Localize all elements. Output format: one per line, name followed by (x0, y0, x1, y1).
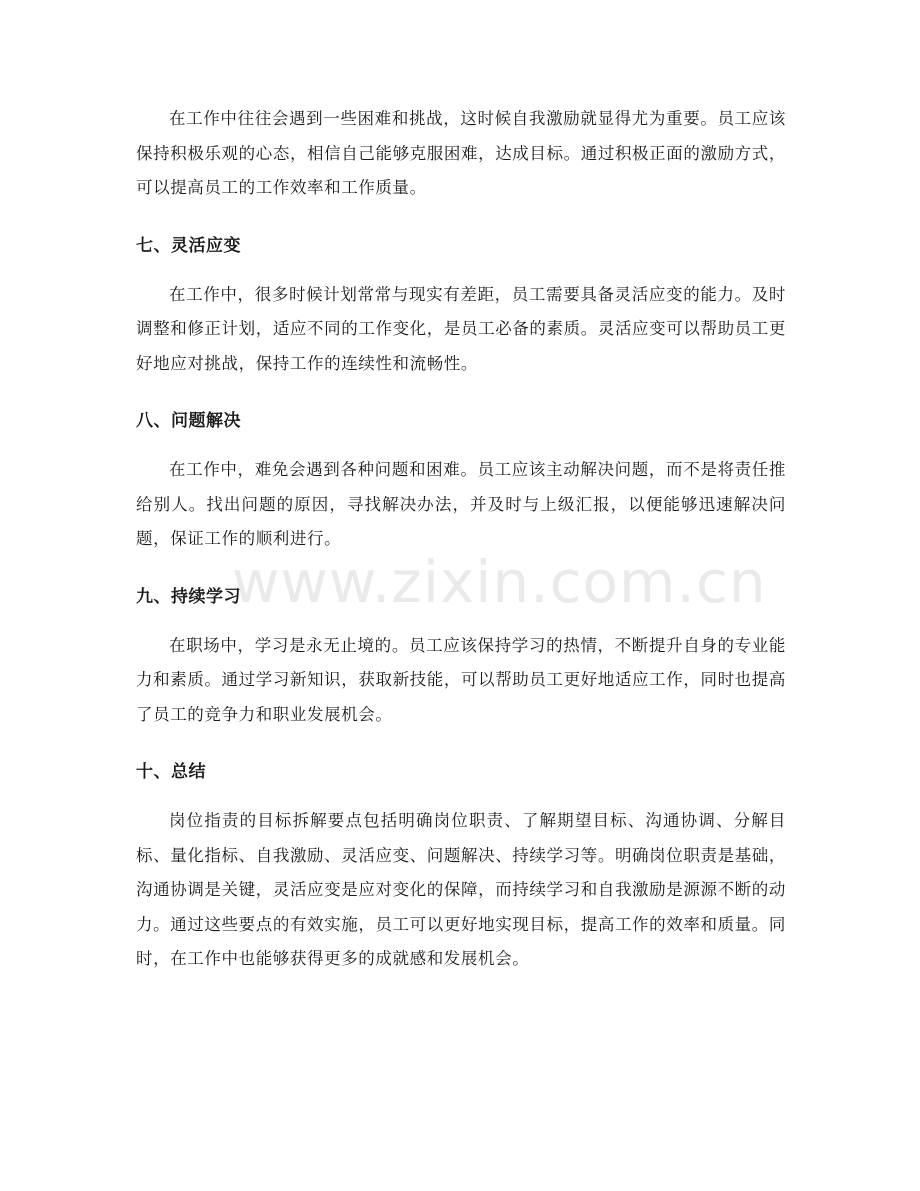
heading-continuous-learning: 九、持续学习 (136, 586, 241, 607)
heading-problem-solving: 八、问题解决 (136, 411, 241, 431)
heading-flexibility: 七、灵活应变 (136, 235, 241, 256)
document-content (136, 102, 786, 977)
watermark: www.zixin.com.cn (232, 548, 767, 616)
paragraph-summary: 岗位指责的目标拆解要点包括明确岗位职责、了解期望目标、沟通协调、分解目标、量化指标、自我激励、灵活应变、问题解决、持续学习等。明确岗位职责是基础，沟通协调是关键，灵活应变是应对变化的保障，而持续学习和自我激励是源源不断的动力。通过这些要点的有效实施，员工可以更好地实现目标，提高工作的效率和质量。同时，在工作中也能够获得更多的成就感和发展机会。 (136, 811, 786, 968)
heading-summary: 十、总结 (136, 762, 206, 782)
paragraph-problem-solving: 在工作中，难免会遇到各种问题和困难。员工应该主动解决问题，而不是将责任推给别人。找出问题的原因，寻找解决办法，并及时与上级汇报，以便能够迅速解决问题，保证工作的顺利进行。 (136, 460, 786, 548)
paragraph-continuous-learning: 在职场中，学习是永无止境的。员工应该保持学习的热情，不断提升自身的专业能力和素质。通过学习新知识，获取新技能，可以帮助员工更好地适应工作，同时也提高了员工的竞争力和职业发展机会。 (136, 635, 786, 724)
paragraph-flexibility: 在工作中，很多时候计划常常与现实有差距，员工需要具备灵活应变的能力。及时调整和修正计划，适应不同的工作变化，是员工必备的素质。灵活应变可以帮助员工更好地应对挑战，保持工作的连续性和流畅性。 (136, 284, 786, 373)
paragraph-self-motivation: 在工作中往往会遇到一些困难和挑战，这时候自我激励就显得尤为重要。员工应该保持积极乐观的心态，相信自己能够克服困难，达成目标。通过积极正面的激励方式，可以提高员工的工作效率和工作质量。 (136, 109, 786, 197)
